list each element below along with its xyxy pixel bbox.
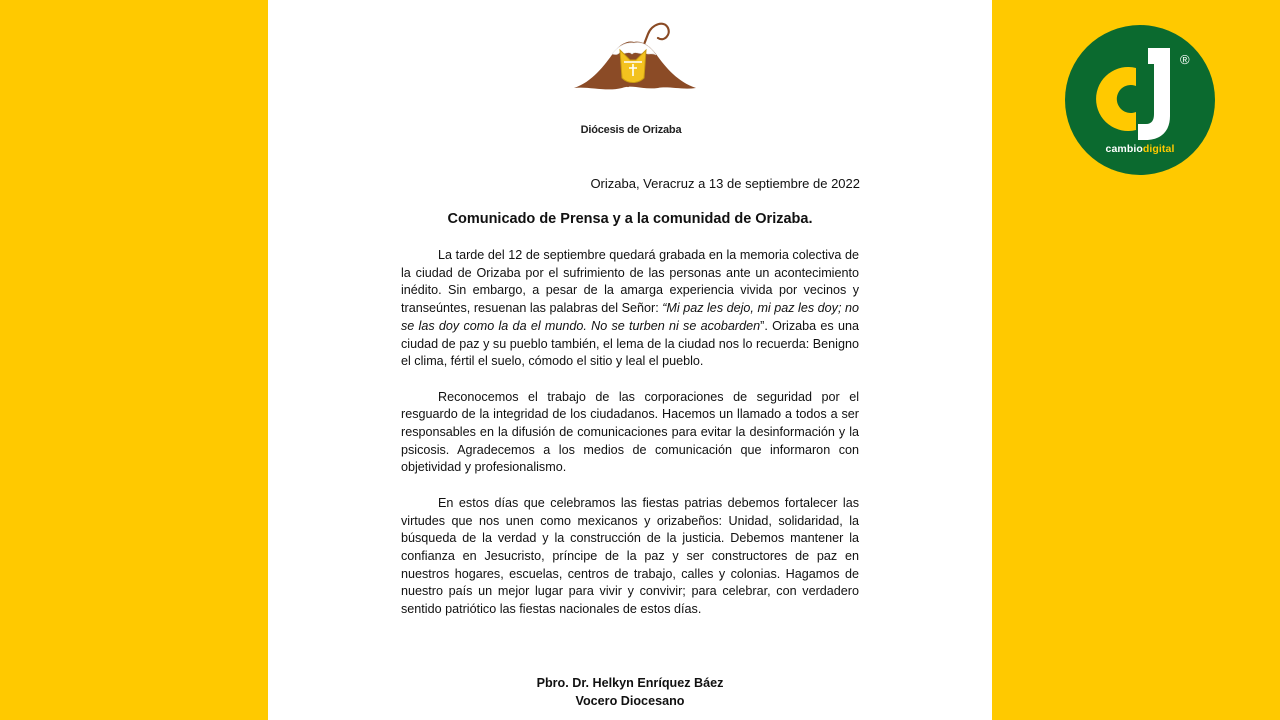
paragraph-3: En estos días que celebramos las fiestas patrias debemos fortalecer las virtudes que nos unen como mexicanos y orizabeños: Unidad, solidaridad, la búsqueda de la verdad y la construcción de la justicia. Debemos mantener la confianza en Jesucristo, príncipe de la paz y ser constructores de paz en nuestros hogares, escuelas, centros de trabajo, calles y colonias. Hagamos de nuestro país un mejor lugar para vivir y convivir; para celebrar, con verdadero sentido patriótico las fiestas nacionales de estos días. — [401, 495, 859, 617]
signature-role: Vocero Diocesano — [575, 694, 685, 708]
badge-wordmark-part2: digital — [1142, 143, 1175, 155]
letter-body — [401, 247, 859, 636]
date-line: Orizaba, Veracruz a 13 de septiembre de 2022 — [590, 176, 860, 191]
signature-name: Pbro. Dr. Helkyn Enríquez Báez — [536, 676, 724, 690]
paragraph-1-text: La tarde del 12 de septiembre quedará grabada en la memoria colectiva de la ciudad de Orizaba por el sufrimiento de las personas ante un acontecimiento inédito. Sin embargo, a pesar de la amarga experiencia vivida por vecinos y transeúntes, resuenan las palabras del Señor: — [401, 248, 859, 316]
diocese-logo-icon — [572, 16, 698, 96]
registered-mark: ® — [1180, 52, 1190, 67]
paragraph-1 — [401, 247, 859, 371]
letter-title: Comunicado de Prensa y a la comunidad de Orizaba. — [447, 211, 813, 227]
paragraph-1-continuation: ”. Orizaba es una ciudad de paz y su pueblo también, el lema de la ciudad nos lo recuerda: Benigno el clima, fértil el suelo, cómodo el sitio y leal el pueblo. — [401, 318, 859, 369]
badge-wordmark — [1064, 143, 1216, 155]
scripture-quote: “Mi paz les dejo, mi paz les doy; no se las doy como la da el mundo. No se turben ni se acobarden — [401, 301, 859, 333]
signature-block — [400, 674, 860, 710]
badge-wordmark-part1: cambio — [1105, 143, 1143, 155]
paragraph-2: Reconocemos el trabajo de las corporaciones de seguridad por el resguardo de la integridad de los ciudadanos. Hacemos un llamado a todos a ser responsables en la difusión de comunicaciones para evitar la desinformación y la psicosis. Agradecemos a los medios de comunicación que informaron con objetividad y profesionalismo. — [401, 389, 859, 475]
diocese-name: Diócesis de Orizaba — [580, 124, 682, 136]
